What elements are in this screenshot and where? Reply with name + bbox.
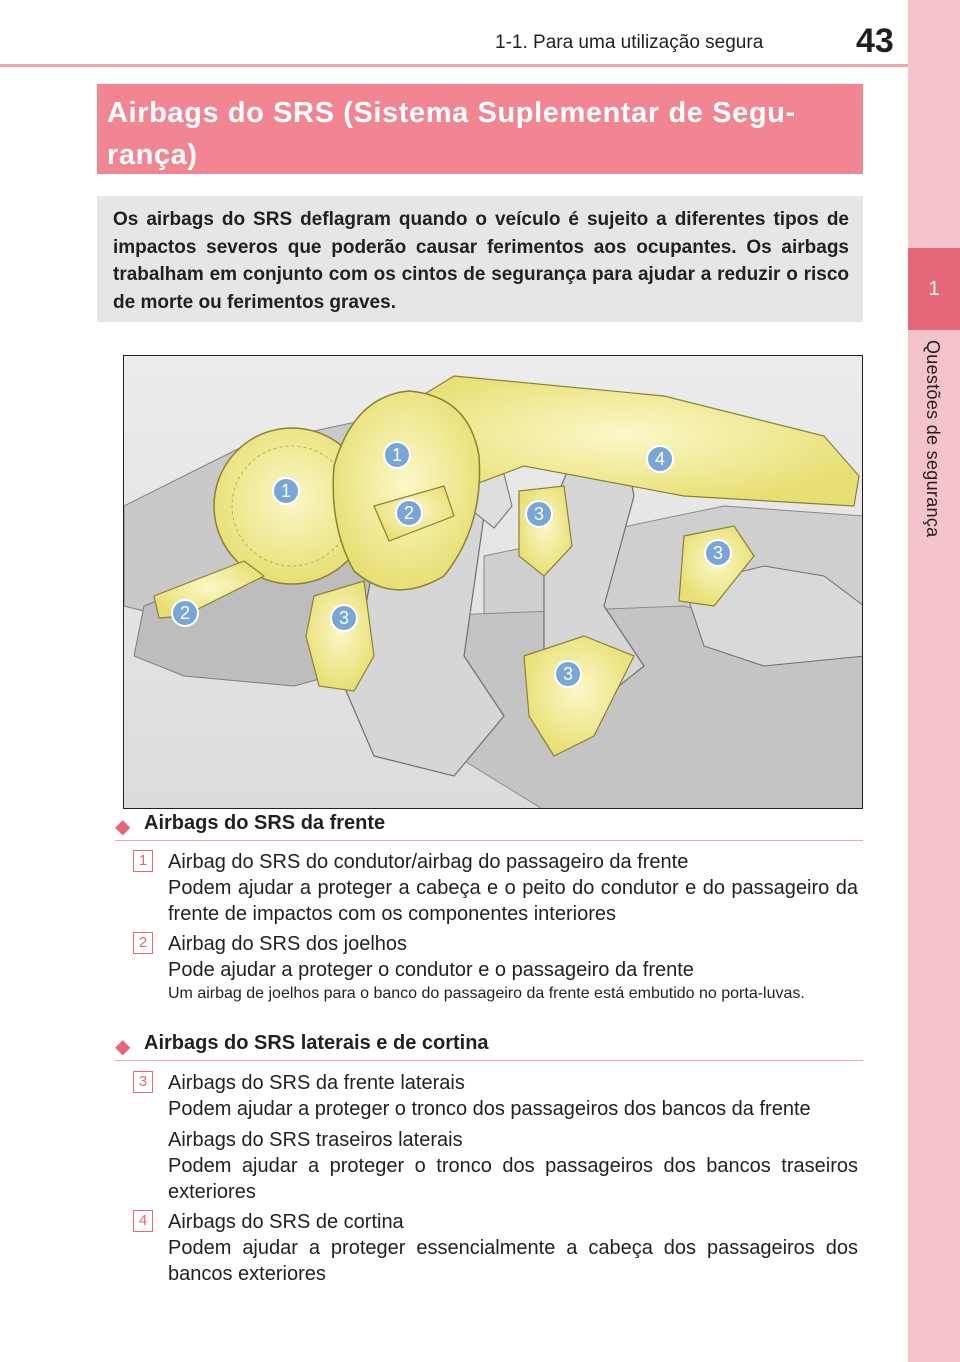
item-title: Airbags do SRS de cortina	[168, 1211, 404, 1233]
list-item	[168, 849, 858, 927]
subheading-side-curtain-airbags	[115, 1030, 863, 1061]
item-description: Podem ajudar a proteger o tronco dos passageiros dos bancos traseiros exteriores	[168, 1155, 858, 1203]
item-number-badge: 4	[133, 1210, 153, 1232]
item-description: Podem ajudar a proteger essencialmente a cabeça dos passageiros dos bancos exteriores	[168, 1237, 858, 1285]
intro-text: Os airbags do SRS deflagram quando o veículo é sujeito a diferentes tipos de impactos severos que poderão causar ferimentos aos ocupantes. Os airbags trabalham em conjunto com os cintos de segurança para ajudar a reduzir o risco de morte ou ferimentos graves.	[113, 209, 849, 313]
callout-3-rear-right	[705, 540, 731, 566]
svg-text:3: 3	[533, 504, 545, 524]
svg-text:2: 2	[403, 503, 415, 523]
list-item	[168, 1209, 858, 1287]
svg-text:3: 3	[562, 664, 574, 684]
item-number-badge: 3	[133, 1071, 153, 1093]
page-number: 43	[856, 22, 894, 60]
chapter-number-tab[interactable]: 1	[908, 248, 960, 330]
subheading-text: Airbags do SRS laterais e de cortina	[144, 1032, 489, 1054]
svg-text:2: 2	[179, 603, 191, 623]
svg-text:4: 4	[654, 449, 666, 469]
svg-text:3: 3	[712, 543, 724, 563]
callout-3-rear-left	[555, 661, 581, 687]
item-title: Airbag do SRS dos joelhos	[168, 933, 408, 955]
chapter-label	[908, 340, 960, 570]
item-note: Um airbag de joelhos para o banco do passageiro da frente está embutido no porta-luvas.	[168, 985, 805, 1002]
chapter-side-tab	[908, 0, 960, 1362]
item-description: Podem ajudar a proteger o tronco dos passageiros dos bancos da frente	[168, 1098, 811, 1120]
callout-3-front-right	[526, 501, 552, 527]
title-banner	[97, 84, 863, 174]
diamond-bullet-icon: ◆	[115, 816, 131, 838]
list-item	[168, 1070, 858, 1205]
item-title: Airbags do SRS da frente laterais	[168, 1072, 465, 1094]
page-title: Airbags do SRS (Sistema Suplementar de Segu-rança)	[107, 97, 796, 171]
item-description: Podem ajudar a proteger a cabeça e o peito do condutor e do passageiro da frente de impactos com os componentes interiores	[168, 877, 858, 925]
chapter-label-text: Questões de segurança	[923, 340, 943, 538]
section-title: 1-1. Para uma utilização segura	[495, 32, 764, 53]
item-title: Airbags do SRS traseiros laterais	[168, 1129, 463, 1151]
diamond-bullet-icon: ◆	[115, 1036, 131, 1058]
callout-3-front-left	[331, 605, 357, 631]
svg-text:1: 1	[391, 445, 403, 465]
subheading-text: Airbags do SRS da frente	[144, 812, 386, 834]
list-item	[168, 931, 858, 1005]
car-interior-drawing	[124, 356, 863, 809]
callout-1-passenger	[384, 442, 410, 468]
callout-1-driver	[273, 478, 299, 504]
callout-2-driver-knee	[172, 600, 198, 626]
intro-box	[97, 196, 863, 322]
airbag-illustration	[123, 355, 863, 809]
item-number-badge: 2	[133, 932, 153, 954]
callout-4-curtain	[647, 446, 673, 472]
svg-text:3: 3	[338, 608, 350, 628]
header-divider	[0, 64, 908, 67]
item-number-badge: 1	[133, 850, 153, 872]
svg-text:1: 1	[280, 481, 292, 501]
subheading-front-airbags	[115, 810, 863, 841]
item-title: Airbag do SRS do condutor/airbag do passageiro da frente	[168, 851, 689, 873]
item-description: Pode ajudar a proteger o condutor e o passageiro da frente	[168, 959, 694, 981]
callout-2-passenger-knee	[396, 500, 422, 526]
